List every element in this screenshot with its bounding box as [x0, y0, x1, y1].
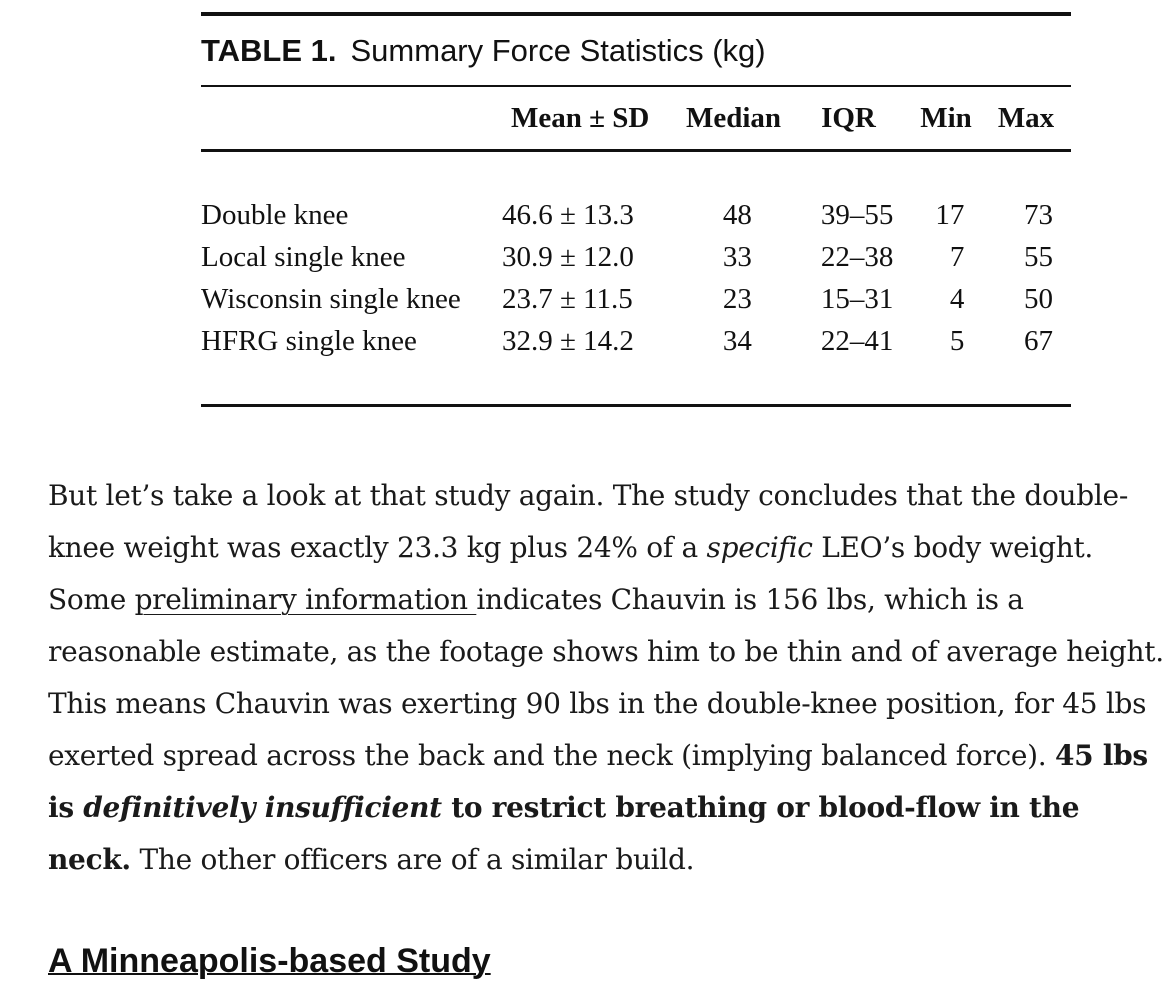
preliminary-information-link[interactable]: preliminary information: [134, 583, 477, 616]
col-header-max: Max: [997, 101, 1055, 134]
cell-median: 33: [722, 240, 752, 273]
bold-claim-text-1: 45 lbs is: [48, 739, 1148, 824]
cell-median: 23: [722, 282, 752, 315]
emphasis-specific: specific: [706, 531, 813, 564]
cell-mean-sd: 32.9 ± 14.2: [501, 324, 634, 357]
table-row: [201, 194, 1071, 236]
cell-mean-sd: 46.6 ± 13.3: [501, 198, 634, 231]
col-header-iqr: IQR: [821, 101, 876, 134]
summary-force-table-body: [201, 152, 1071, 404]
bold-claim-emphasis: definitively insufficient: [83, 791, 442, 824]
cell-min: 7: [949, 240, 965, 273]
col-header-min: Min: [920, 101, 972, 134]
article-paragraph: [48, 470, 1168, 886]
cell-mean-sd: 30.9 ± 12.0: [501, 240, 634, 273]
cell-max: 67: [1024, 324, 1053, 357]
table-row: [201, 278, 1071, 320]
row-label: Wisconsin single knee: [201, 282, 461, 315]
table-caption: [201, 16, 1071, 85]
paragraph-text-4: The other officers are of a similar build.: [130, 843, 695, 876]
cell-iqr: 22–41: [820, 324, 894, 357]
cell-iqr: 15–31: [820, 282, 894, 315]
table-header-row: [201, 87, 1071, 149]
cell-iqr: 22–38: [820, 240, 894, 273]
col-header-mean-sd: Mean ± SD: [511, 101, 650, 134]
table-row: [201, 236, 1071, 278]
cell-max: 73: [1024, 198, 1053, 231]
table-caption-title: Summary Force Statistics (kg): [350, 32, 766, 68]
article-body: [48, 470, 1168, 886]
cell-median: 34: [722, 324, 752, 357]
paragraph-text-2: LEO’s body weight. Some: [48, 531, 1094, 616]
cell-min: 5: [949, 324, 965, 357]
cell-max: 55: [1024, 240, 1053, 273]
table-row: [201, 320, 1071, 362]
col-header-label: [201, 87, 511, 149]
summary-force-table-figure: [201, 12, 1071, 407]
table-bottom-rule: [201, 404, 1071, 407]
table-caption-label: TABLE 1.: [201, 32, 337, 68]
paragraph-text-3: indicates Chauvin is 156 lbs, which is a reasonable estimate, as the footage shows him to be thin and of average height. This means Chauvin was exerting 90 lbs in the double-knee position, for 45 lbs exerted spread across the back and the neck (implying balanced force).: [48, 583, 1164, 772]
bold-claim-text-2: to restrict breathing or blood-flow in the neck.: [48, 791, 1080, 876]
row-label: HFRG single knee: [201, 324, 417, 357]
cell-min: 4: [949, 282, 965, 315]
cell-iqr: 39–55: [820, 198, 894, 231]
cell-min: 17: [935, 198, 965, 231]
row-label: Local single knee: [201, 240, 406, 273]
cell-mean-sd: 23.7 ± 11.5: [501, 282, 633, 315]
cell-max: 50: [1024, 282, 1053, 315]
cell-median: 48: [722, 198, 752, 231]
row-label: Double knee: [201, 198, 349, 231]
col-header-median: Median: [685, 101, 782, 134]
summary-force-table: [201, 87, 1071, 149]
section-heading: A Minneapolis-based Study: [48, 942, 491, 980]
paragraph-text-1: But let’s take a look at that study again. The study concludes that the double-knee weight was exactly 23.3 kg plus 24% of a: [48, 479, 1128, 564]
